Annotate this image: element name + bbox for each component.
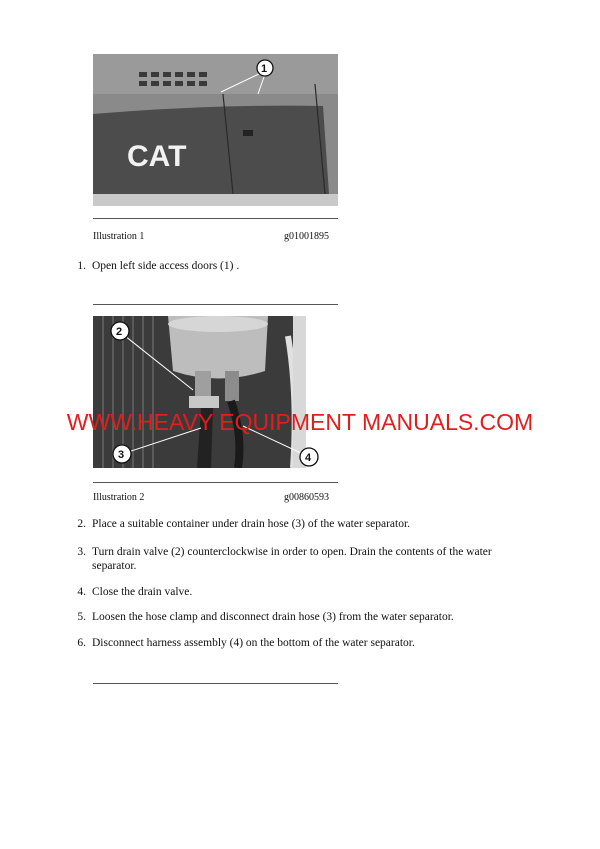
cat-logo: CAT — [127, 140, 187, 173]
callout-3-label: 3 — [118, 449, 125, 461]
step-number: 4. — [77, 586, 86, 598]
callout-1-label: 1 — [261, 63, 268, 75]
step-6 — [72, 636, 572, 651]
step-number: 5. — [77, 611, 86, 623]
step-number: 1. — [77, 260, 86, 272]
step-text: Place a suitable container under drain hose (3) of the water separator. — [92, 518, 411, 530]
illustration-2-rule — [93, 482, 338, 483]
illustration-1-label: Illustration 1 — [93, 231, 145, 242]
step-text: Loosen the hose clamp and disconnect drain hose (3) from the water separator. — [92, 611, 454, 623]
illustration-2-code: g00860593 — [284, 492, 329, 503]
step-5 — [72, 610, 572, 625]
bottom-rule — [93, 683, 338, 684]
step-text: Close the drain valve. — [92, 586, 193, 598]
illustration-2-label: Illustration 2 — [93, 492, 145, 503]
watermark: WWW.HEAVY EQUIPMENT MANUALS.COM — [66, 409, 534, 435]
step-4 — [72, 585, 572, 600]
illustration-2-top-rule — [93, 304, 338, 305]
callout-4-label: 4 — [305, 452, 312, 464]
callout-2-label: 2 — [116, 326, 123, 338]
step-1 — [72, 259, 572, 274]
illustration-2-photo — [93, 316, 306, 468]
illustration-1-photo — [93, 54, 338, 206]
illustration-1-code: g01001895 — [284, 231, 329, 242]
step-2 — [72, 517, 572, 532]
step-text: Open left side access doors (1) . — [92, 260, 240, 272]
step-text: Turn drain valve (2) counterclockwise in order to open. Drain the contents of the water — [92, 546, 492, 558]
callout-4 — [296, 444, 322, 470]
step-number: 2. — [77, 518, 86, 530]
illustration-1-rule — [93, 218, 338, 219]
step-number: 6. — [77, 637, 86, 649]
step-text-continued: separator. — [92, 560, 137, 572]
step-number: 3. — [77, 546, 86, 558]
step-3 — [72, 545, 572, 575]
step-text: Disconnect harness assembly (4) on the bottom of the water separator. — [92, 637, 415, 649]
